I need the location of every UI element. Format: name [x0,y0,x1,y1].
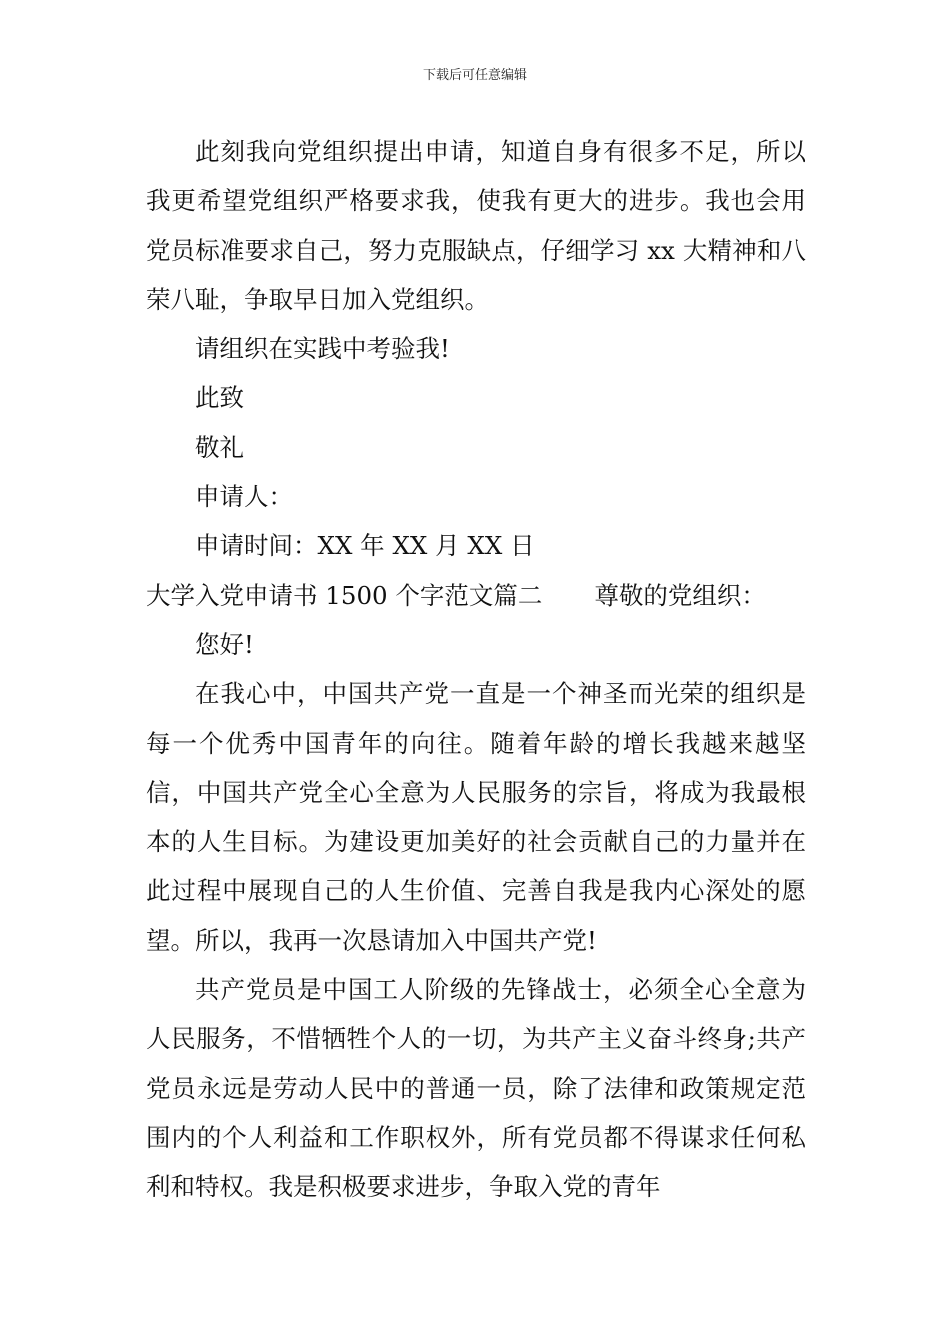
application-date-line: 申请时间：XX 年 XX 月 XX 日 [195,531,535,561]
section-title-line [146,571,806,620]
paragraph-application-intent: 此刻我向党组织提出申请，知道自身有很多不足，所以我更希望党组织严格要求我，使我有更大的进步。我也会用党员标准要求自己，努力克服缺点，仔细学习 xx 大精神和八荣八耻，争取早日加入党组织。 [146,137,806,314]
paragraph-party-aspiration: 在我心中，中国共产党一直是一个神圣而光荣的组织是每一个优秀中国青年的向往。随着年龄的增长我越来越坚信，中国共产党全心全意为人民服务的宗旨，将成为我最根本的人生目标。为建设更加美好的社会贡献自己的力量并在此过程中展现自己的人生价值、完善自我是我内心深处的愿望。所以，我再一次恳请加入中国共产党! [146,679,806,955]
section-title: 大学入党申请书 1500 个字范文篇二 [146,580,543,610]
closing-cizhi: 此致 [195,383,244,413]
header-note: 下载后可任意编辑 [422,68,527,83]
document-body [146,127,806,1212]
applicant-line: 申请人： [195,482,293,512]
closing-jingli: 敬礼 [195,432,244,462]
greeting: 您好! [195,629,254,659]
paragraph-test-request: 请组织在实践中考验我! [195,334,450,364]
paragraph-member-duties: 共产党员是中国工人阶级的先锋战士，必须全心全意为人民服务，不惜牺牲个人的一切，为共产主义奋斗终身;共产党员永远是劳动人民中的普通一员，除了法律和政策规定范围内的个人利益和工作职权外，所有党员都不得谋求任何私利和特权。我是积极要求进步，争取入党的青年 [146,975,806,1202]
salutation: 尊敬的党组织： [594,580,766,610]
